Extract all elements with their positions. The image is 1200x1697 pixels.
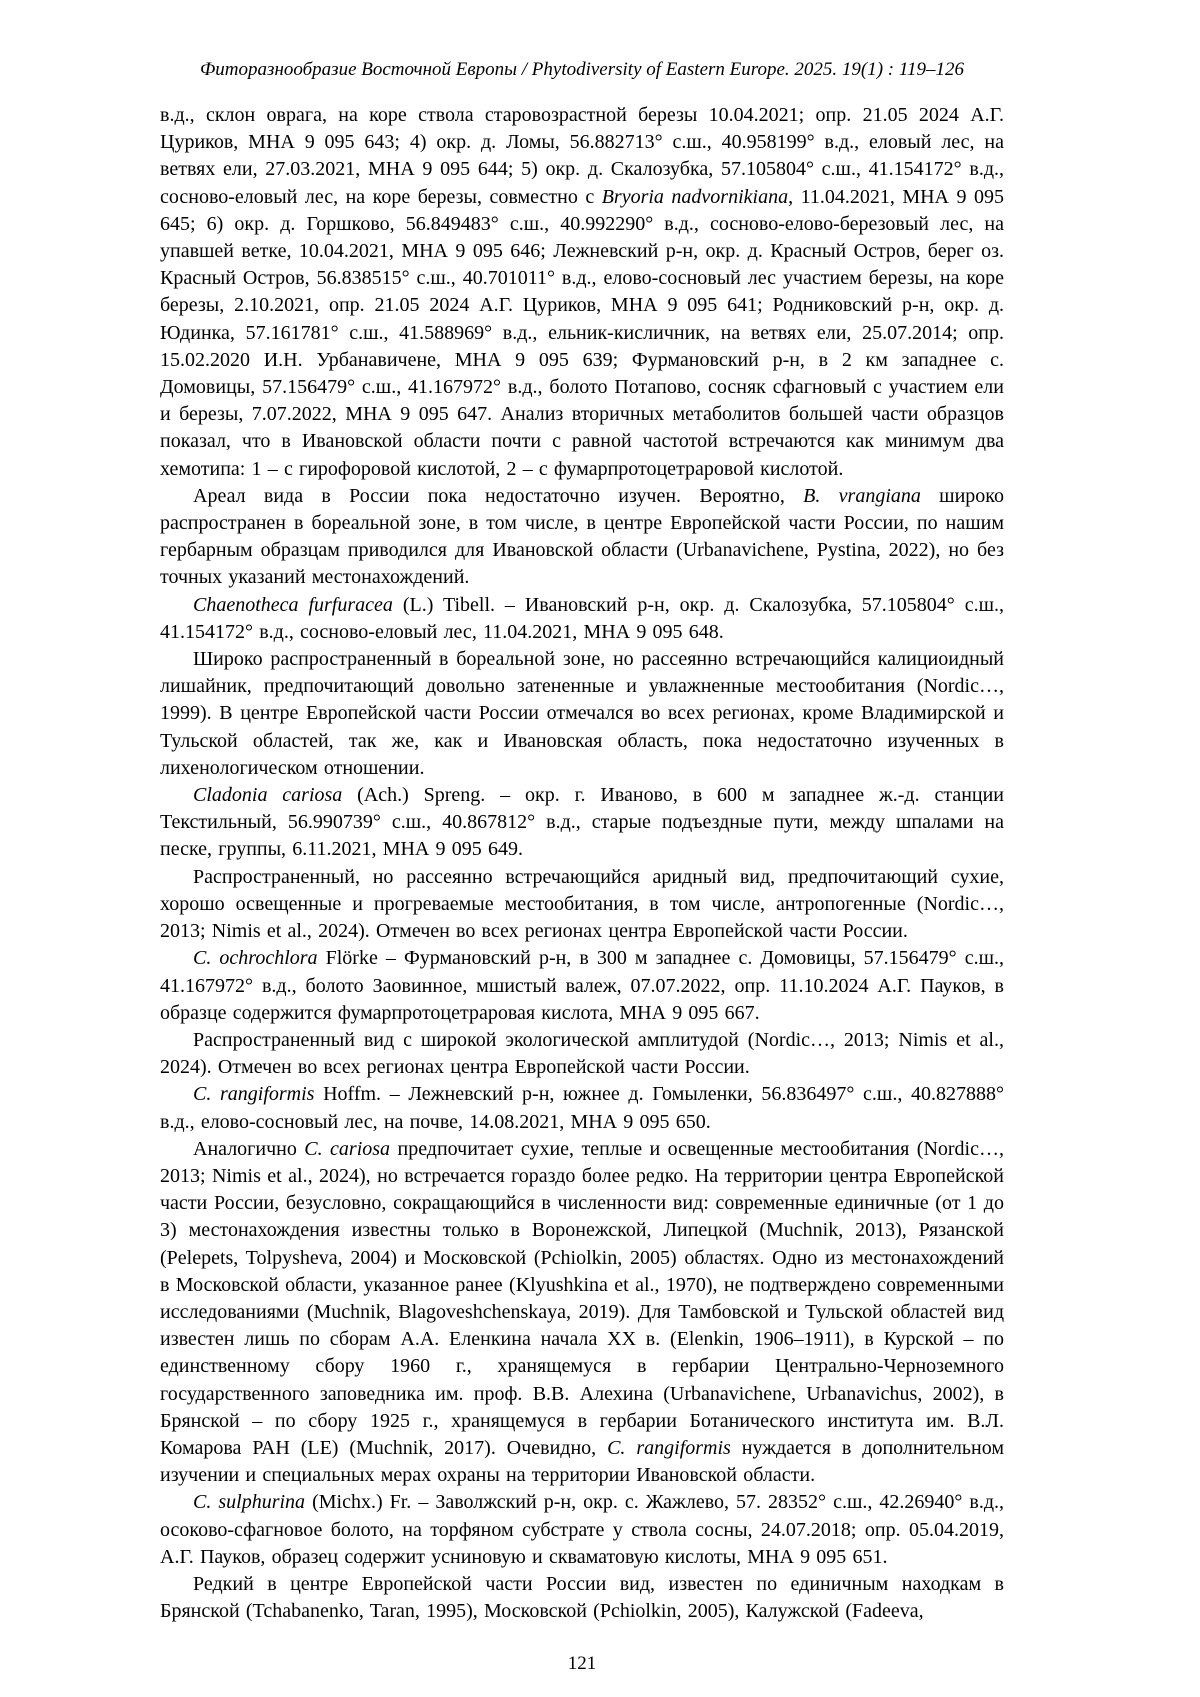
document-body: [160, 102, 1004, 1625]
taxon-name: Chaenotheca furfuracea: [193, 593, 393, 616]
taxon-name: C. ochrochlora: [193, 947, 318, 970]
paragraph: [160, 1571, 1004, 1625]
text-run: (L.) Tibell. – Ивановский р-н, окр. д. Скалозубка, 57.105804° с.ш., 41.154172° в.д., сосново-еловый лес, 11.04.2021, МНА 9 095 648.: [160, 593, 1004, 643]
running-header: Фиторазнообразие Восточной Европы / Phytodiversity of Eastern Europe. 2025. 19(1) : 119–126: [200, 59, 964, 80]
text-run: Редкий в центре Европейской части России вид, известен по единичным находкам в Брянской (Tchabanenko, Taran, 1995), Московской (Pchiolkin, 2005), Калужской (Fadeeva,: [160, 1572, 1004, 1623]
paragraph: [160, 1489, 1004, 1571]
taxon-name: C. sulphurina: [193, 1491, 306, 1514]
paragraph: [160, 483, 1004, 592]
paragraph: [160, 102, 1004, 483]
paragraph: [160, 646, 1004, 782]
text-run: Распространенный, но рассеянно встречающийся аридный вид, предпочитающий сухие, хорошо освещенные и прогреваемые местообитания, в том числе, антропогенные (Nordic…, 2013; Nimis et al., 2024). Отмечен во всех регионах центра Европейской части России.: [160, 865, 1004, 943]
taxon-name: Cladonia cariosa: [193, 784, 343, 807]
text-run: Широко распространенный в бореальной зоне, но рассеянно встречающийся калициоидный лишайник, предпочитающий довольно затененные и увлажненные местообитания (Nordic…, 1999). В центре Европейской части России отмечался во всех регионах, кроме Владимирской и Тульской областей, так же, как и Ивановская область, пока недостаточно изученных в лихенологическом отношении.: [160, 648, 1004, 779]
taxon-name: B. vrangiana: [803, 484, 921, 507]
paragraph: [160, 1136, 1004, 1490]
paragraph: [160, 1027, 1004, 1081]
paragraph: [160, 864, 1004, 946]
paragraph: [160, 1081, 1004, 1135]
taxon-name: C. rangiformis: [193, 1083, 315, 1106]
text-run: (Michx.) Fr. – Заволжский р-н, окр. с. Жажлево, 57. 28352° с.ш., 42.26940° в.д., осоково-сфагновое болото, на торфяном субстрате у ствола сосны, 24.07.2018; опр. 05.04.2019, А.Г. Пауков, образец содержит усниновую и скваматовую кислоты, МНА 9 095 651.: [160, 1491, 1004, 1568]
paragraph: [160, 592, 1004, 646]
text-run: широко распространен в бореальной зоне, в том числе, в центре Европейской части России, по нашим гербарным образцам приводился для Ивановской области (Urbanavichene, Pystina, 2022), но без точных указаний местонахождений.: [160, 484, 1004, 589]
text-run: Hoffm. – Лежневский р-н, южнее д. Гомыленки, 56.836497° с.ш., 40.827888° в.д., елово-сосновый лес, на почве, 14.08.2021, МНА 9 095 650.: [160, 1083, 1004, 1133]
taxon-name: C. cariosa: [304, 1137, 391, 1160]
text-run: Ареал вида в России пока недостаточно изучен. Вероятно,: [193, 484, 804, 507]
text-run: Аналогично: [193, 1137, 305, 1160]
text-run: нуждается в дополнительном изучении и специальных мерах охраны на территории Ивановской области.: [160, 1436, 1004, 1487]
text-run: в.д., склон оврага, на коре ствола старовозрастной березы 10.04.2021; опр. 21.05 2024 А.Г. Цуриков, МНА 9 095 643; 4) окр. д. Ломы, 56.882713° с.ш., 40.958199° в.д., еловый лес, на ветвях ели, 27.03.2021, МНА 9 095 644; 5) окр. д. Скалозубка, 57.105804° с.ш., 41.154172° в.д., сосново-еловый лес, на коре березы, совместно с: [160, 104, 1004, 208]
taxon-name: Bryoria nadvornikiana: [601, 185, 789, 208]
taxon-name: C. rangiformis: [607, 1436, 731, 1459]
text-run: , 11.04.2021, МНА 9 095 645; 6) окр. д. Горшково, 56.849483° с.ш., 40.992290° в.д., сосново-елово-березовый лес, на упавшей ветке, 10.04.2021, МНА 9 095 646; Лежневский р-н, окр. д. Красный Остров, берег оз. Красный Остров, 56.838515° с.ш., 40.701011° в.д., елово-сосновый лес участием березы, на коре березы, 2.10.2021, опр. 21.05 2024 А.Г. Цуриков, МНА 9 095 641; Родниковский р-н, окр. д. Юдинка, 57.161781° с.ш., 41.588969° в.д., ельник-кисличник, на ветвях ели, 25.07.2014; опр. 15.02.2020 И.Н. Урбанавичене, МНА 9 095 639; Фурмановский р-н, в 2 км западнее с. Домовицы, 57.156479° с.ш., 41.167972° в.д., болото Потапово, сосняк сфагновый с участием ели и березы, 7.07.2022, МНА 9 095 647. Анализ вторичных метаболитов большей части образцов показал, что в Ивановской области почти с равной частотой встречаются как минимум два хемотипа: 1 – с гирофоровой кислотой, 2 – с фумарпротоцетраровой кислотой.: [160, 185, 1004, 480]
text-run: Распространенный вид с широкой экологической амплитудой (Nordic…, 2013; Nimis et al., 2024). Отмечен во всех регионах центра Европейской части России.: [160, 1028, 1004, 1079]
page-number: 121: [567, 1653, 597, 1674]
paragraph: [160, 945, 1004, 1027]
text-run: предпочитает сухие, теплые и освещенные местообитания (Nordic…, 2013; Nimis et al., 2024), но встречается гораздо более редко. На территории центра Европейской части России, безусловно, сокращающийся в численности вид: современные единичные (от 1 до 3) местонахождения известны только в Воронежской, Липецкой (Muchnik, 2013), Рязанской (Pelepets, Tolpysheva, 2004) и Московской (Pchiolkin, 2005) областях. Одно из местонахождений в Московской области, указанное ранее (Klyushkina et al., 1970), не подтверждено современными исследованиями (Muchnik, Blagoveshchenskaya, 2019). Для Тамбовской и Тульской областей вид известен лишь по сборам А.А. Еленкина начала XX в. (Elenkin, 1906–1911), в Курской – по единственному сбору 1960 г., хранящемуся в гербарии Центрально-Черноземного государственного заповедника им. проф. В.В. Алехина (Urbanavichene, Urbanavichus, 2002), в Брянской – по сбору 1925 г., хранящемуся в гербарии Ботанического института им. В.Л. Комарова РАН (LE) (Muchnik, 2017). Очевидно,: [160, 1137, 1004, 1459]
text-run: (Ach.) Spreng. – окр. г. Иваново, в 600 м западнее ж.-д. станции Текстильный, 56.990739° с.ш., 40.867812° в.д., старые подъездные пути, между шпалами на песке, группы, 6.11.2021, МНА 9 095 649.: [160, 784, 1005, 861]
paragraph: [160, 782, 1004, 864]
text-run: Flörke – Фурмановский р-н, в 300 м западнее с. Домовицы, 57.156479° с.ш., 41.167972° в.д., болото Заовинное, мшистый валеж, 07.07.2022, опр. 11.10.2024 А.Г. Пауков, в образце содержится фумарпротоцетраровая кислота, МНА 9 095 667.: [160, 947, 1004, 1024]
